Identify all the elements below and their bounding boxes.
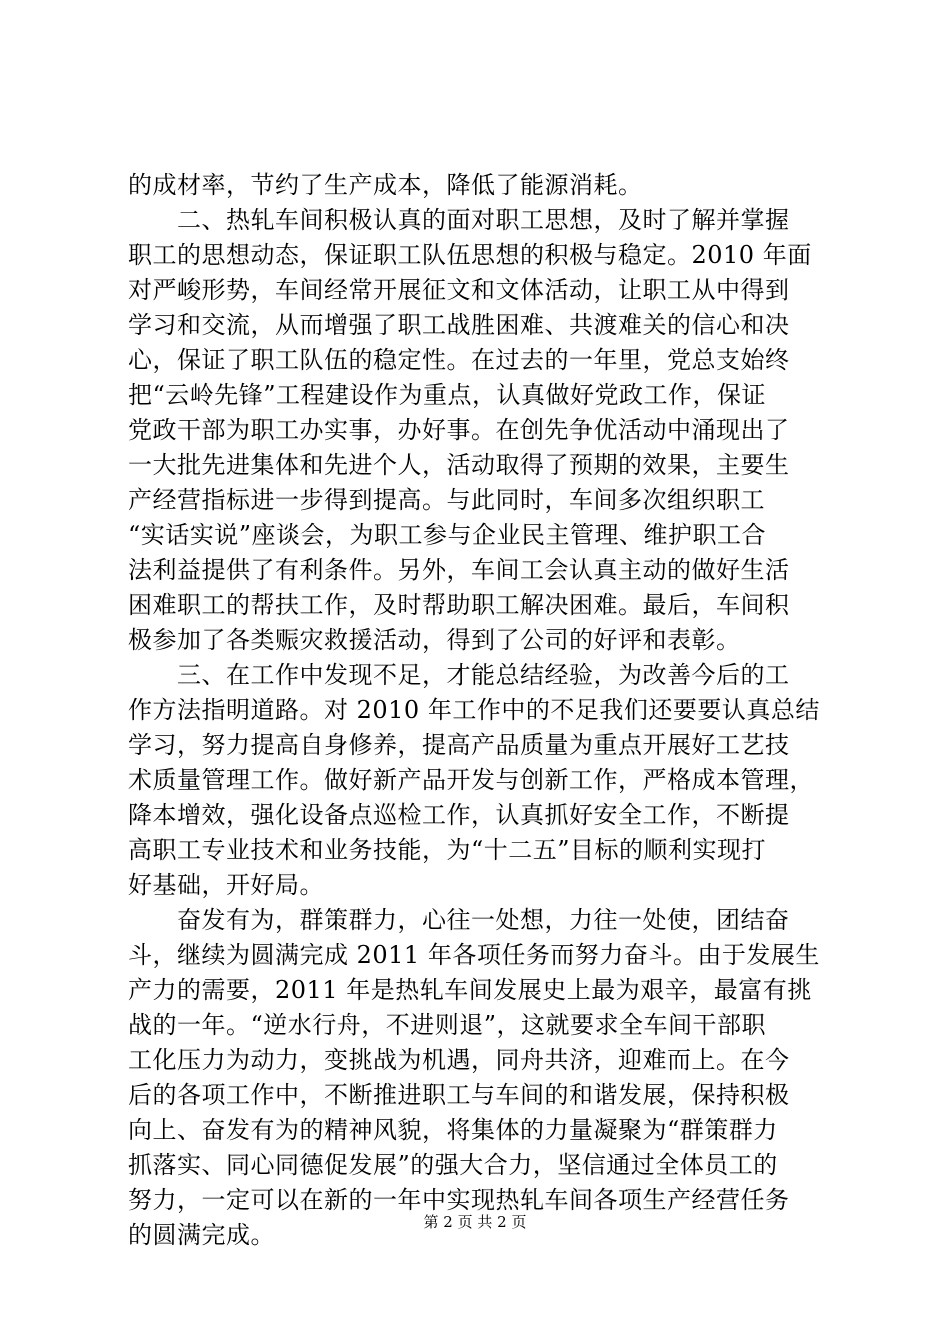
text-line: 把“云岭先锋”工程建设作为重点，认真做好党政工作，保证 (128, 381, 767, 409)
text-line: 的成材率，节约了生产成本，降低了能源消耗。 (128, 171, 643, 199)
text-line: 心，保证了职工队伍的稳定性。在过去的一年里，党总支始终 (128, 346, 790, 374)
text-line: 党政干部为职工办实事，办好事。在创先争优活动中涌现出了 (128, 416, 790, 444)
text-line: 一大批先进集体和先进个人，活动取得了预期的效果，主要生 (128, 451, 790, 479)
text-line: 对严峻形势，车间经常开展征文和文体活动，让职工从中得到 (128, 276, 790, 304)
text-line: 努力，一定可以在新的一年中实现热轧车间各项生产经营任务 (128, 1186, 790, 1214)
text-line: 学习，努力提高自身修养，提高产品质量为重点开展好工艺技 (128, 731, 790, 759)
text-line: “实话实说”座谈会，为职工参与企业民主管理、维护职工合 (128, 521, 767, 549)
text-line: 好基础，开好局。 (128, 871, 324, 899)
text-line: 困难职工的帮扶工作，及时帮助职工解决困难。最后，车间积 (128, 591, 790, 619)
text-line: 产力的需要，2011 年是热轧车间发展史上最为艰辛，最富有挑 (128, 976, 812, 1004)
text-line: 术质量管理工作。做好新产品开发与创新工作，严格成本管理， (128, 766, 814, 794)
text-line: 的圆满完成。 (128, 1221, 275, 1249)
text-line: 三、在工作中发现不足，才能总结经验，为改善今后的工 (128, 661, 790, 689)
text-line: 法利益提供了有利条件。另外，车间工会认真主动的做好生活 (128, 556, 790, 584)
text-line: 向上、奋发有为的精神风貌，将集体的力量凝聚为“群策群力 (128, 1116, 778, 1144)
text-line: 战的一年。“逆水行舟，不进则退”，这就要求全车间干部职 (128, 1011, 767, 1039)
text-line: 后的各项工作中，不断推进职工与车间的和谐发展，保持积极 (128, 1081, 790, 1109)
text-line: 斗，继续为圆满完成 2011 年各项任务而努力奋斗。由于发展生 (128, 941, 820, 969)
text-line: 工化压力为动力，变挑战为机遇，同舟共济，迎难而上。在今 (128, 1046, 790, 1074)
text-line: 极参加了各类赈灾救援活动，得到了公司的好评和表彰。 (128, 626, 741, 654)
text-line: 产经营指标进一步得到提高。与此同时，车间多次组织职工 (128, 486, 765, 514)
text-line: 高职工专业技术和业务技能，为“十二五”目标的顺利实现打 (128, 836, 767, 864)
page-number-label: 第 2 页 共 2 页 (423, 1213, 527, 1231)
text-line: 奋发有为，群策群力，心往一处想，力往一处使，团结奋 (128, 906, 790, 934)
text-line: 抓落实、同心同德促发展”的强大合力，坚信通过全体员工的 (128, 1151, 778, 1179)
page-footer (0, 1212, 950, 1232)
text-line: 作方法指明道路。对 2010 年工作中的不足我们还要要认真总结 (128, 696, 820, 724)
text-line: 职工的思想动态，保证职工队伍思想的积极与稳定。2010 年面 (128, 241, 812, 269)
text-line: 降本增效，强化设备点巡检工作，认真抓好安全工作，不断提 (128, 801, 790, 829)
text-line: 二、热轧车间积极认真的面对职工思想，及时了解并掌握 (128, 206, 790, 234)
text-line: 学习和交流，从而增强了职工战胜困难、共渡难关的信心和决 (128, 311, 790, 339)
document-body (128, 168, 828, 1253)
